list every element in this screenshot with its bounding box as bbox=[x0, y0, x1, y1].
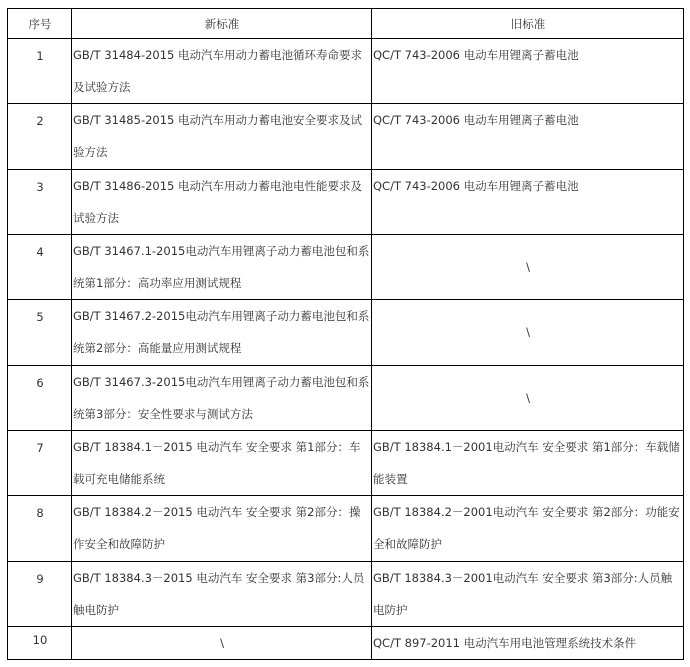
row-num: 4 bbox=[8, 234, 72, 299]
old-standard-cell: QC/T 897-2011 电动汽车用电池管理系统技术条件 bbox=[372, 626, 684, 659]
old-standard-cell: \ bbox=[372, 234, 684, 299]
row-num: 6 bbox=[8, 365, 72, 430]
new-standard-cell: GB/T 18384.3－2015 电动汽车 安全要求 第3部分:人员触电防护 bbox=[72, 561, 372, 626]
new-standard-cell: GB/T 31467.3-2015电动汽车用锂离子动力蓄电池包和系统第3部分：安全性要求与测试方法 bbox=[72, 365, 372, 430]
old-standard-cell: QC/T 743-2006 电动车用锂离子蓄电池 bbox=[372, 169, 684, 234]
row-num: 9 bbox=[8, 561, 72, 626]
table-row bbox=[8, 234, 684, 299]
new-standard-cell: GB/T 31486-2015 电动汽车用动力蓄电池电性能要求及试验方法 bbox=[72, 169, 372, 234]
table-row bbox=[8, 104, 684, 169]
row-num: 10 bbox=[8, 626, 72, 659]
new-standard-cell: GB/T 18384.1－2015 电动汽车 安全要求 第1部分：车载可充电储能系统 bbox=[72, 430, 372, 495]
old-standard-cell: QC/T 743-2006 电动车用锂离子蓄电池 bbox=[372, 39, 684, 104]
old-standard-cell: GB/T 18384.2－2001电动汽车 安全要求 第2部分：功能安全和故障防护 bbox=[372, 496, 684, 561]
new-standard-cell: GB/T 31484-2015 电动汽车用动力蓄电池循环寿命要求及试验方法 bbox=[72, 39, 372, 104]
table-row bbox=[8, 300, 684, 365]
standards-table bbox=[7, 8, 684, 660]
new-standard-cell: \ bbox=[72, 626, 372, 659]
header-old-standard: 旧标准 bbox=[372, 9, 684, 39]
old-standard-cell: \ bbox=[372, 300, 684, 365]
new-standard-cell: GB/T 31485-2015 电动汽车用动力蓄电池安全要求及试验方法 bbox=[72, 104, 372, 169]
table-row bbox=[8, 39, 684, 104]
table-row bbox=[8, 561, 684, 626]
header-num: 序号 bbox=[8, 9, 72, 39]
row-num: 3 bbox=[8, 169, 72, 234]
table-row bbox=[8, 365, 684, 430]
row-num: 5 bbox=[8, 300, 72, 365]
row-num: 1 bbox=[8, 39, 72, 104]
old-standard-cell: QC/T 743-2006 电动车用锂离子蓄电池 bbox=[372, 104, 684, 169]
new-standard-cell: GB/T 18384.2－2015 电动汽车 安全要求 第2部分：操作安全和故障防护 bbox=[72, 496, 372, 561]
table-row bbox=[8, 430, 684, 495]
table-row bbox=[8, 169, 684, 234]
row-num: 2 bbox=[8, 104, 72, 169]
table-row bbox=[8, 496, 684, 561]
old-standard-cell: GB/T 18384.3－2001电动汽车 安全要求 第3部分:人员触电防护 bbox=[372, 561, 684, 626]
old-standard-cell: \ bbox=[372, 365, 684, 430]
header-row bbox=[8, 9, 684, 39]
header-new-standard: 新标准 bbox=[72, 9, 372, 39]
row-num: 8 bbox=[8, 496, 72, 561]
new-standard-cell: GB/T 31467.2-2015电动汽车用锂离子动力蓄电池包和系统第2部分：高能量应用测试规程 bbox=[72, 300, 372, 365]
new-standard-cell: GB/T 31467.1-2015电动汽车用锂离子动力蓄电池包和系统第1部分：高功率应用测试规程 bbox=[72, 234, 372, 299]
table-row bbox=[8, 626, 684, 659]
old-standard-cell: GB/T 18384.1－2001电动汽车 安全要求 第1部分：车载储能装置 bbox=[372, 430, 684, 495]
row-num: 7 bbox=[8, 430, 72, 495]
